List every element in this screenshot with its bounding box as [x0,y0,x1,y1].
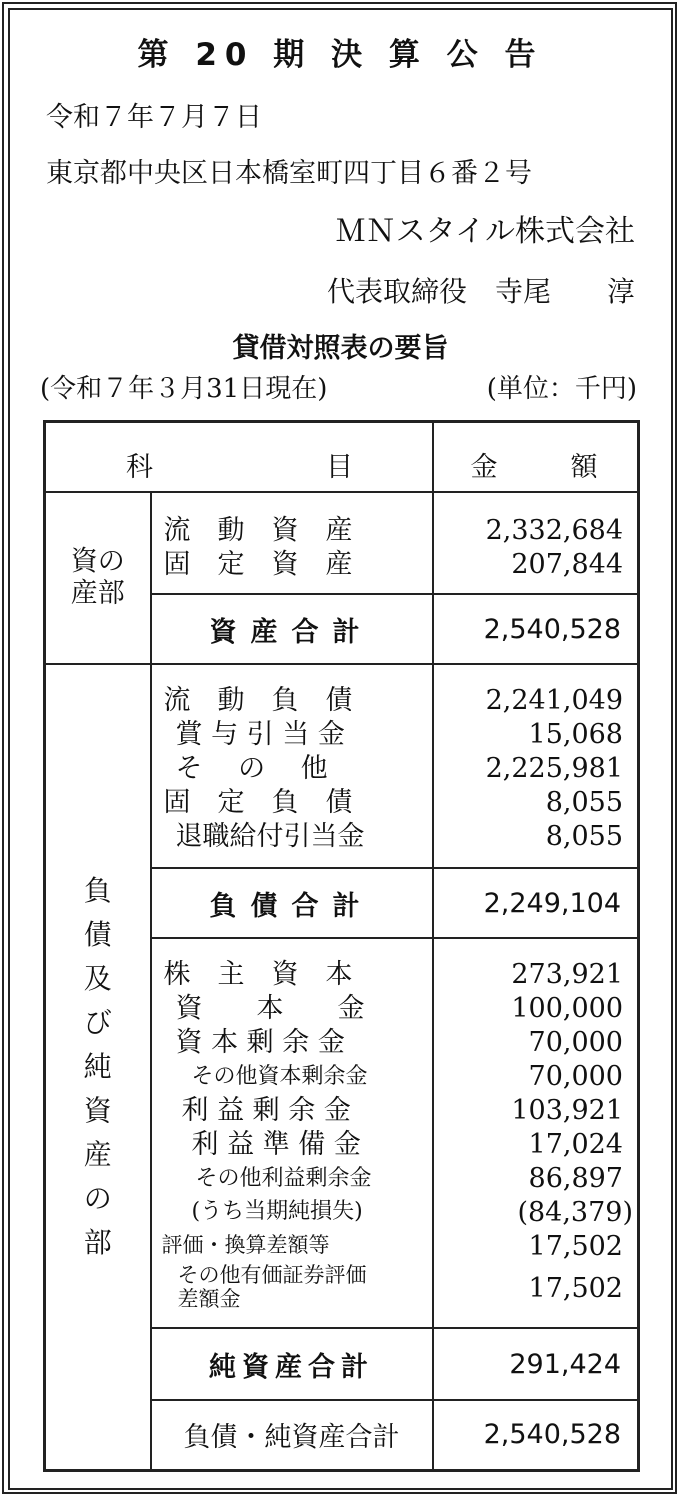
liabilities-amounts [433,664,639,868]
assets-total-amount: 2,540,528 [433,594,639,664]
amount: 273,921 [511,959,623,990]
equity-total-amount: 291,424 [433,1328,639,1400]
amount: 207,844 [511,549,623,580]
list-item: 評価・換算差額等 [161,1233,330,1257]
equity-items [151,938,433,1328]
amount: 2,225,981 [485,753,623,784]
table-header-row [45,422,639,493]
assets-items [151,492,433,594]
balance-sheet-table [43,420,640,1472]
amount: 17,024 [528,1129,623,1160]
amount: 2,332,684 [485,515,623,546]
company-address: 東京都中央区日本橋室町四丁目６番２号 [46,158,532,189]
header-amount [433,422,639,493]
list-item: 固 定 負 債 [163,787,353,818]
header-amount-b: 額 [570,452,598,483]
amount: 17,502 [528,1231,623,1262]
amount: 103,921 [511,1095,623,1126]
liabilities-items [151,664,433,868]
liabilities-total-label: 負債合計 [151,868,433,938]
header-subject-b: 目 [326,452,353,483]
assets-section-label: 資の 産部 [45,492,151,664]
company-name: ＭＮスタイル株式会社 [335,214,635,249]
list-item: (うち当期純損失) [191,1199,363,1224]
grand-total-amount: 2,540,528 [433,1400,639,1470]
list-item: 資 本 金 [175,993,365,1024]
list-item: 流 動 負 債 [163,685,353,716]
notice-title: 第 20 期 決 算 公 告 [137,37,544,73]
liabilities-equity-section-label: 負債及び純資産の部 [45,664,151,1470]
as-of-date: (令和７年３月31日現在) [40,374,328,404]
header-amount-a: 金 [470,452,498,483]
amount: 100,000 [511,993,623,1024]
list-item: その他資本剰余金 [191,1064,368,1089]
liabilities-items-row [45,664,639,868]
list-item: 差額金 [177,1287,241,1311]
grand-total-label: 負債・純資産合計 [151,1400,433,1470]
liabilities-total-amount: 2,249,104 [433,868,639,938]
amount: 70,000 [528,1061,623,1092]
header-subject [45,422,433,493]
list-item: 賞 与 引 当 金 [175,719,345,750]
header-subject-a: 科 [126,452,153,483]
notice-date: 令和７年７月７日 [46,102,262,133]
list-item: 固 定 資 産 [163,549,353,580]
representative: 代表取締役 寺尾 淳 [326,275,635,308]
list-item: その他利益剰余金 [195,1166,372,1191]
equity-total-label: 純資産合計 [151,1328,433,1400]
unit-label: (単位：千円) [486,374,637,404]
amount: 86,897 [528,1163,623,1194]
equity-amounts [433,938,639,1328]
list-item: 利 益 剰 余 金 [181,1095,351,1126]
list-item: 流 動 資 産 [163,515,353,546]
assets-total-label: 資産合計 [151,594,433,664]
list-item: 利 益 準 備 金 [191,1129,361,1160]
amount: 15,068 [528,719,623,750]
amount: 8,055 [545,821,623,852]
balance-sheet-title: 貸借対照表の要旨 [232,333,449,364]
amount: 2,241,049 [485,685,623,716]
amount: 17,502 [528,1273,623,1304]
assets-amounts [433,492,639,594]
list-item: 資 本 剰 余 金 [175,1027,345,1058]
assets-items-row [45,492,639,594]
list-item: 株 主 資 本 [163,959,353,990]
amount: 70,000 [528,1027,623,1058]
amount: (84,379) [517,1197,633,1228]
list-item: そ の 他 [175,753,328,784]
list-item: 退職給付引当金 [175,821,365,852]
amount: 8,055 [545,787,623,818]
list-item: その他有価証券評価 [177,1263,367,1287]
